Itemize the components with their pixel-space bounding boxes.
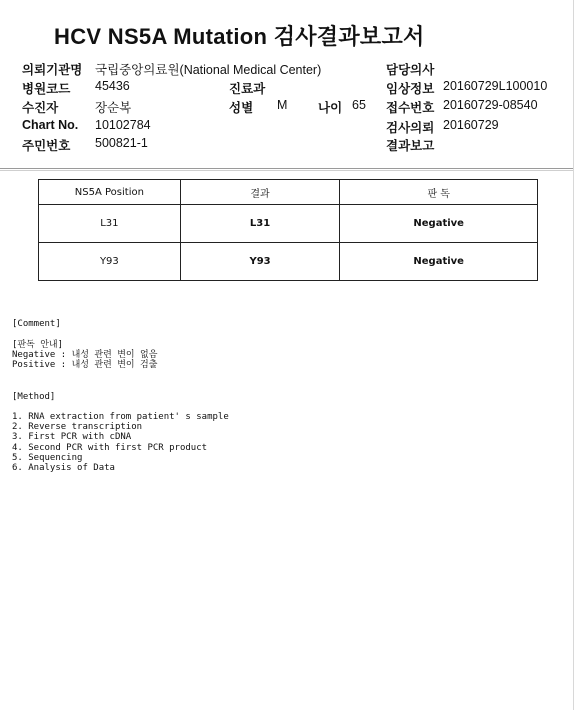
sex-value: M xyxy=(277,98,288,112)
comment-section-title: [Comment] xyxy=(12,319,61,329)
position-cell: Y93 xyxy=(39,243,181,281)
table-row xyxy=(39,243,538,281)
interpretation-cell: Negative xyxy=(340,243,538,281)
receipt-number-label: 접수번호 xyxy=(386,101,435,115)
column-header-position: NS5A Position xyxy=(39,180,181,205)
hospital-code-label: 병원코드 xyxy=(22,82,71,96)
method-step: 3. First PCR with cDNA xyxy=(12,432,132,442)
method-step: 5. Sequencing xyxy=(12,453,83,463)
result-cell: Y93 xyxy=(180,243,340,281)
institution-value: 국립중앙의료원(National Medical Center) xyxy=(95,63,322,77)
positive-guide-line: Positive : 내성 관련 변이 검출 xyxy=(12,360,158,370)
interpretation-guide-title: [판독 안내] xyxy=(12,340,64,350)
method-step: 4. Second PCR with first PCR product xyxy=(12,443,208,453)
method-section-title: [Method] xyxy=(12,392,56,402)
result-cell: L31 xyxy=(180,205,340,243)
age-value: 65 xyxy=(352,98,366,112)
receipt-number-value: 20160729-08540 xyxy=(443,98,538,112)
test-request-label: 검사의뢰 xyxy=(386,121,435,135)
table-header-row xyxy=(39,180,538,205)
doctor-label: 담당의사 xyxy=(386,63,435,77)
negative-guide-line: Negative : 내성 관련 변이 없음 xyxy=(12,350,158,360)
hospital-code-value: 45436 xyxy=(95,79,130,93)
method-step: 6. Analysis of Data xyxy=(12,463,115,473)
sex-label: 성별 xyxy=(229,101,254,115)
resident-number-value: 500821-1 xyxy=(95,136,148,150)
examinee-label: 수진자 xyxy=(22,101,59,115)
test-request-value: 20160729 xyxy=(443,118,499,132)
age-label: 나이 xyxy=(318,101,343,115)
method-step: 1. RNA extraction from patient' s sample xyxy=(12,412,229,422)
chart-number-label: Chart No. xyxy=(22,118,79,132)
result-report-label: 결과보고 xyxy=(386,139,435,153)
interpretation-cell: Negative xyxy=(340,205,538,243)
column-header-result: 결과 xyxy=(180,180,340,205)
column-header-interpretation: 판 독 xyxy=(340,180,538,205)
method-step: 2. Reverse transcription xyxy=(12,422,143,432)
institution-label: 의뢰기관명 xyxy=(22,63,83,77)
position-cell: L31 xyxy=(39,205,181,243)
table-row xyxy=(39,205,538,243)
department-label: 진료과 xyxy=(229,82,266,96)
clinical-info-value: 20160729L100010 xyxy=(443,79,548,93)
chart-number-value: 10102784 xyxy=(95,118,151,132)
header-divider xyxy=(0,170,574,171)
resident-number-label: 주민번호 xyxy=(22,139,71,153)
report-title: HCV NS5A Mutation 검사결과보고서 xyxy=(54,24,425,49)
clinical-info-label: 임상정보 xyxy=(386,82,435,96)
mutation-result-table xyxy=(38,179,538,281)
examinee-value: 장순복 xyxy=(95,101,132,115)
